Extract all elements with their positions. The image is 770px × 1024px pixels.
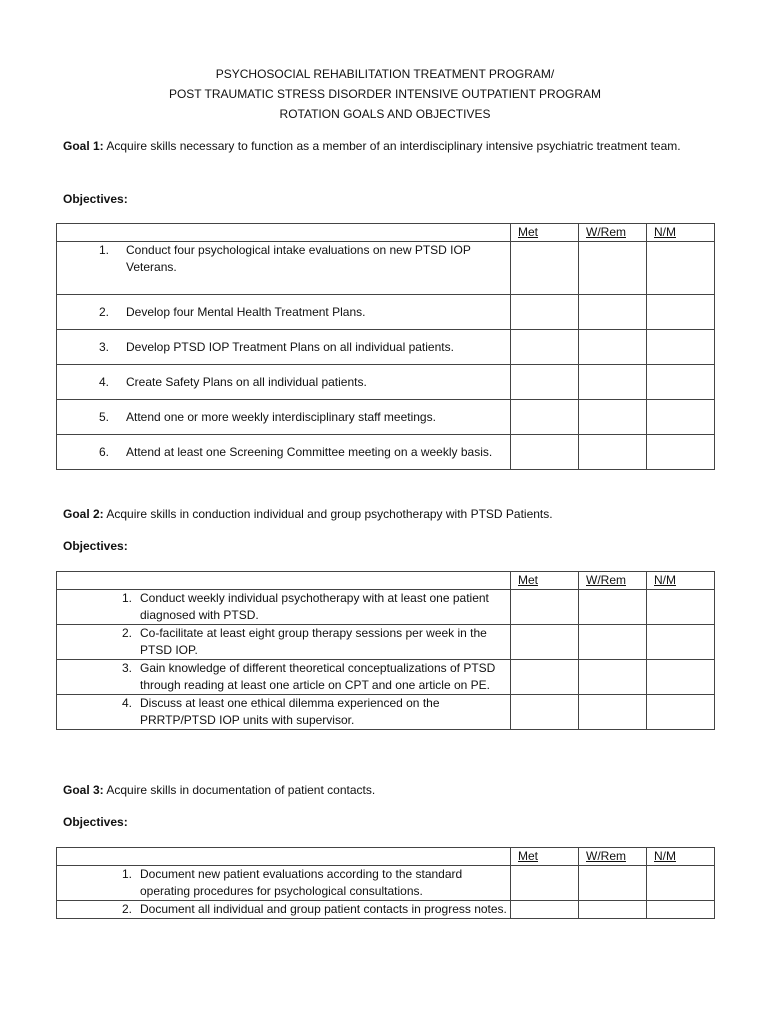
item-number: 3. (121, 661, 132, 675)
title-line-3: ROTATION GOALS AND OBJECTIVES (279, 107, 491, 121)
item-number: 2. (98, 305, 109, 319)
nm-cell[interactable] (647, 242, 715, 295)
goal-3-objectives-table (56, 847, 715, 919)
wrem-cell[interactable] (579, 695, 647, 730)
objective-text: Gain knowledge of different theoretical conceptualizations of PTSD through reading at least one article on CPT and one article on PE. (140, 661, 496, 692)
met-cell[interactable] (511, 901, 579, 919)
wrem-cell[interactable] (579, 866, 647, 901)
wrem-cell[interactable] (579, 901, 647, 919)
nm-cell[interactable] (647, 295, 715, 330)
met-cell[interactable] (511, 866, 579, 901)
table-row (57, 901, 715, 919)
item-number: 4. (98, 375, 109, 389)
objective-text: Attend one or more weekly interdisciplinary staff meetings. (126, 410, 436, 424)
objective-text: Create Safety Plans on all individual patients. (126, 375, 367, 389)
col-nm-header: N/M (654, 573, 676, 587)
wrem-cell[interactable] (579, 365, 647, 400)
table-row (57, 365, 715, 400)
col-wrem-header: W/Rem (586, 573, 626, 587)
objective-text: Document new patient evaluations according to the standard operating procedures for psychological consultations. (140, 867, 463, 898)
table-row (57, 866, 715, 901)
nm-cell[interactable] (647, 625, 715, 660)
item-number: 4. (121, 696, 132, 710)
wrem-cell[interactable] (579, 295, 647, 330)
goal-3-label: Goal 3: (63, 783, 104, 797)
goal-2-label: Goal 2: (63, 507, 104, 521)
goal-1-label: Goal 1: (63, 139, 104, 153)
table-header-row (57, 572, 715, 590)
nm-cell[interactable] (647, 365, 715, 400)
item-number: 2. (121, 626, 132, 640)
title-line-2: POST TRAUMATIC STRESS DISORDER INTENSIVE OUTPATIENT PROGRAM (168, 87, 602, 101)
col-met-header: Met (518, 849, 539, 863)
met-cell[interactable] (511, 365, 579, 400)
goal-3-text: Acquire skills in documentation of patient contacts. (103, 783, 376, 797)
met-cell[interactable] (511, 590, 579, 625)
table-row (57, 660, 715, 695)
goal-2-objectives-label: Objectives: (63, 539, 128, 553)
col-met-header: Met (518, 225, 539, 239)
col-wrem-header: W/Rem (586, 849, 626, 863)
table-row (57, 435, 715, 470)
objective-text: Conduct four psychological intake evaluations on new PTSD IOP Veterans. (126, 243, 471, 274)
col-wrem-header: W/Rem (586, 225, 626, 239)
wrem-cell[interactable] (579, 400, 647, 435)
met-cell[interactable] (511, 400, 579, 435)
met-cell[interactable] (511, 435, 579, 470)
goal-1 (63, 137, 703, 156)
table-row (57, 590, 715, 625)
title-line-1: PSYCHOSOCIAL REHABILITATION TREATMENT PROGRAM/ (215, 67, 555, 81)
nm-cell[interactable] (647, 330, 715, 365)
met-cell[interactable] (511, 295, 579, 330)
wrem-cell[interactable] (579, 590, 647, 625)
wrem-cell[interactable] (579, 435, 647, 470)
goal-2-objectives-table (56, 571, 715, 730)
item-number: 3. (98, 340, 109, 354)
nm-cell[interactable] (647, 901, 715, 919)
col-met-header: Met (518, 573, 539, 587)
table-row (57, 330, 715, 365)
goal-1-objectives-label: Objectives: (63, 192, 128, 206)
met-cell[interactable] (511, 660, 579, 695)
objective-text: Document all individual and group patient contacts in progress notes. (140, 902, 507, 916)
wrem-cell[interactable] (579, 660, 647, 695)
wrem-cell[interactable] (579, 625, 647, 660)
goal-3 (63, 781, 703, 800)
goal-2-text: Acquire skills in conduction individual and group psychotherapy with PTSD Patients. (103, 507, 553, 521)
table-row (57, 695, 715, 730)
page-title (0, 64, 770, 124)
objective-text: Develop PTSD IOP Treatment Plans on all individual patients. (126, 340, 454, 354)
met-cell[interactable] (511, 330, 579, 365)
table-row (57, 625, 715, 660)
table-row (57, 400, 715, 435)
wrem-cell[interactable] (579, 330, 647, 365)
objective-text: Attend at least one Screening Committee meeting on a weekly basis. (126, 445, 493, 459)
goal-1-objectives-table (56, 223, 715, 470)
table-row (57, 295, 715, 330)
goal-2 (63, 505, 703, 524)
table-header-row (57, 848, 715, 866)
goal-1-text: Acquire skills necessary to function as a member of an interdisciplinary intensive psychiatric treatment team. (103, 139, 681, 153)
met-cell[interactable] (511, 695, 579, 730)
met-cell[interactable] (511, 242, 579, 295)
col-nm-header: N/M (654, 849, 676, 863)
goal-3-objectives-label: Objectives: (63, 815, 128, 829)
objective-text: Discuss at least one ethical dilemma experienced on the PRRTP/PTSD IOP units with supervisor. (140, 696, 440, 727)
table-header-row (57, 224, 715, 242)
item-number: 5. (98, 410, 109, 424)
item-number: 1. (98, 243, 109, 257)
objective-text: Co-facilitate at least eight group therapy sessions per week in the PTSD IOP. (140, 626, 487, 657)
objective-text: Develop four Mental Health Treatment Plans. (126, 305, 366, 319)
nm-cell[interactable] (647, 660, 715, 695)
objective-text: Conduct weekly individual psychotherapy with at least one patient diagnosed with PTSD. (140, 591, 489, 622)
nm-cell[interactable] (647, 695, 715, 730)
item-number: 1. (121, 591, 132, 605)
nm-cell[interactable] (647, 435, 715, 470)
nm-cell[interactable] (647, 590, 715, 625)
item-number: 2. (121, 902, 132, 916)
item-number: 1. (121, 867, 132, 881)
nm-cell[interactable] (647, 866, 715, 901)
met-cell[interactable] (511, 625, 579, 660)
table-row (57, 242, 715, 295)
nm-cell[interactable] (647, 400, 715, 435)
wrem-cell[interactable] (579, 242, 647, 295)
item-number: 6. (98, 445, 109, 459)
col-nm-header: N/M (654, 225, 676, 239)
